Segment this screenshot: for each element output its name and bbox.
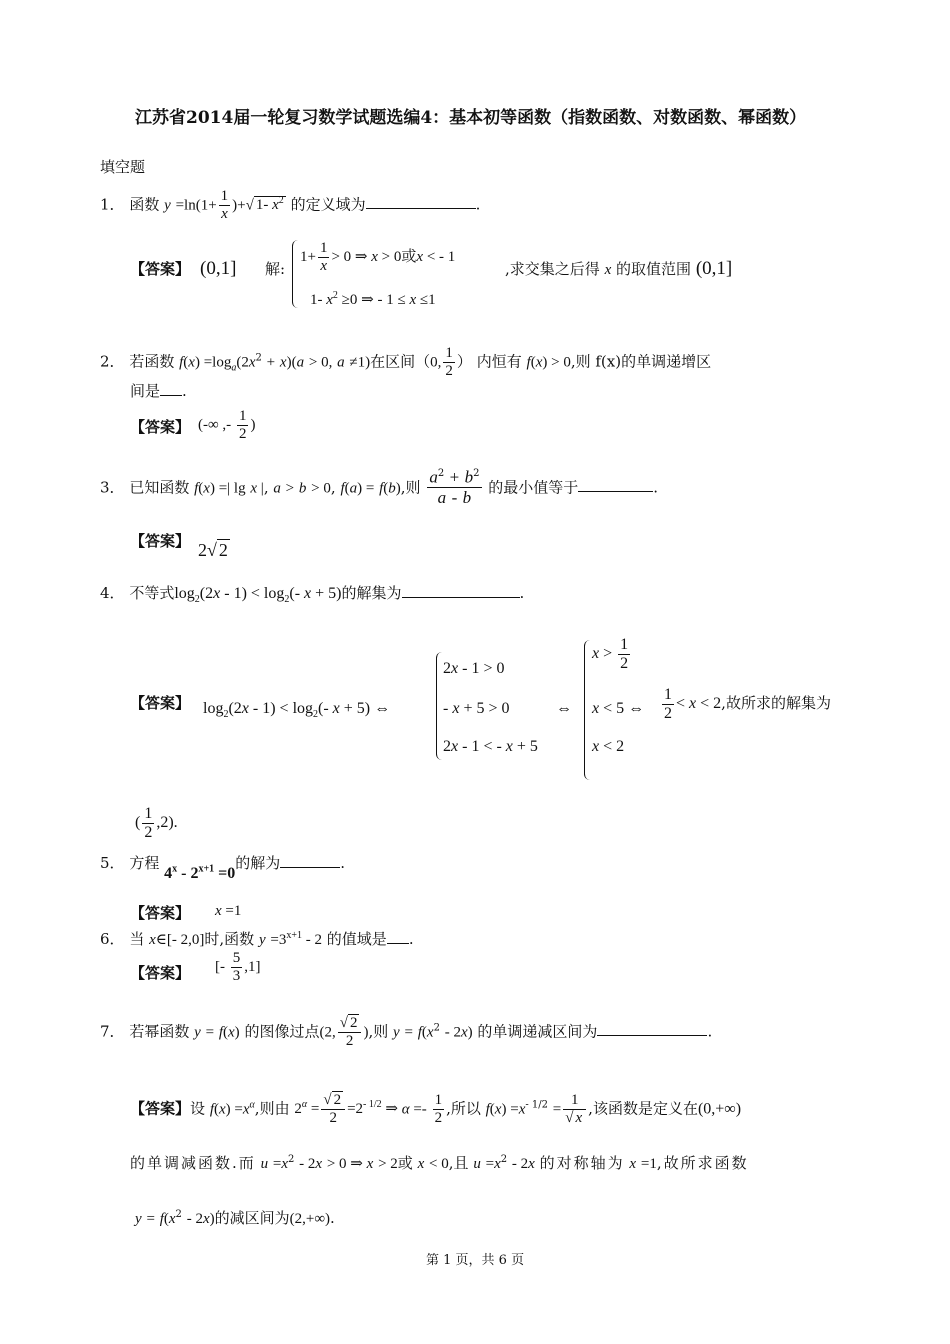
answer-1-jie: 解: <box>265 260 286 278</box>
question-1: 1． 函数 y =ln(1+ $\frac{1}{x}$ )+√ 1- $x^2$ 的定义域为 . <box>100 188 481 222</box>
answer-tag-5: 【答案】 <box>130 904 191 922</box>
answer-tag-1: 【答案】 <box>130 260 191 278</box>
answer-7-line2: 的单调减函数.而 $u =x^2 - 2x > 0$ ⇒ x > 2或 x < 0,且 $u =x^2 - 2x$ 的对称轴为 x =1,故所求函数 <box>130 1154 749 1172</box>
brace-4b <box>584 640 591 780</box>
answer-1-line1: 1+ $\frac{1}{x}$ > 0 ⇒ x > 0或x < - 1 <box>300 240 456 274</box>
answer-2-value: (-∞ ,- $\frac{1}{2}$ ) <box>198 408 256 442</box>
section-heading: 填空题 <box>100 158 146 176</box>
answer-tag-4: 【答案】 <box>130 694 191 712</box>
answer-4-lhs: $\log_2(2x - 1) < \log_2(-$ x + 5) ⇔ <box>203 700 391 721</box>
brace-1 <box>292 240 299 308</box>
answer-tag-2: 【答案】 <box>130 418 191 436</box>
question-4: 4． 不等式$\log_2(2x - 1) < \log_2(-$ x + 5)的解集为 . <box>100 584 525 606</box>
question-7: 7． 若幂函数 y = f(x) 的图像过点(2, $\frac{√ 2}{2}$ ),则 $y = f(x^2 - 2x)$ 的单调递减区间为 . <box>100 1015 713 1049</box>
answer-1-value: (0,1] <box>200 258 237 279</box>
answer-4-sys2: - x + 5 > 0 <box>443 700 510 717</box>
answer-4-interval: ( $\frac{1}{2}$ ,2). <box>135 805 178 841</box>
answer-3-value: 2√ 2 <box>198 540 228 560</box>
answer-4-sys1: 2x - 1 > 0 <box>443 660 505 677</box>
question-6: 6． 当 x∈[- 2,0]时,函数 $y =3^{x+1} - 2$ 的值域是 . <box>100 930 414 948</box>
answer-5-value: x =1 <box>215 903 242 919</box>
answer-6-value: [- $\frac{5}{3}$ ,1] <box>215 950 261 984</box>
answer-4-result: $\frac{1}{2}$ < x < 2,故所求的解集为 <box>664 686 831 722</box>
answer-7-line3: $y = f(x^2 - 2x)$的减区间为(2,+∞). <box>135 1209 335 1227</box>
answer-4-sys4: x > $\frac{1}{2}$ <box>592 636 629 672</box>
answer-4-sys3: 2x - 1 < - x + 5 <box>443 738 538 755</box>
answer-tag-3: 【答案】 <box>130 532 191 550</box>
question-3: 3． 已知函数 f(x) =| lg x |, a > b > 0, f(a) = f(b),则 $\frac{a^2 + b^2}{a - b}$ 的最小值等于 . <box>100 467 659 508</box>
page-title: 江苏省2014届一轮复习数学试题选编4：基本初等函数（指数函数、对数函数、幂函数） <box>135 108 807 128</box>
question-2-cont: 间是 . <box>130 382 187 400</box>
answer-1-line2: 1- $x^2 \ge 0$ ⇒ - 1 ≤ x ≤1 <box>310 290 436 308</box>
brace-4a <box>436 652 443 760</box>
answer-4-sys5: x < 5 ⇔ <box>592 700 645 717</box>
answer-1-text: ,求交集之后得 x 的取值范围 (0,1] <box>505 258 733 279</box>
answer-4-equiv: ⇔ <box>556 700 572 717</box>
question-2: 2． 若函数 $f(x) =\log_a(2x^2 + x)(a > 0$, a ≠1)在区间（0, $\frac{1}{2}$ ） 内恒有 f(x) > 0,则 f(x)的单调递增区 <box>100 345 712 379</box>
answer-4-sys6: x < 2 <box>592 738 625 755</box>
question-5: 5． 方程 $4^x - 2^{x+1} =0$的解为 . <box>100 854 346 882</box>
page-footer: 第 1 页，共 6 页 <box>426 1253 525 1268</box>
answer-tag-6: 【答案】 <box>130 964 191 982</box>
answer-7-line1: 【答案】设 $f(x) =x^\alpha$,则由 $2^\alpha$ = $\frac{√ 2}{2}$ $=2^{- 1/2}$ ⇒ α =- $\frac{1}{2}$ ,所以 $f(x) =x^{- 1/2}$ = $\frac{1}{√ x}$ ,该函数是定义在(0,+∞) <box>130 1092 742 1126</box>
